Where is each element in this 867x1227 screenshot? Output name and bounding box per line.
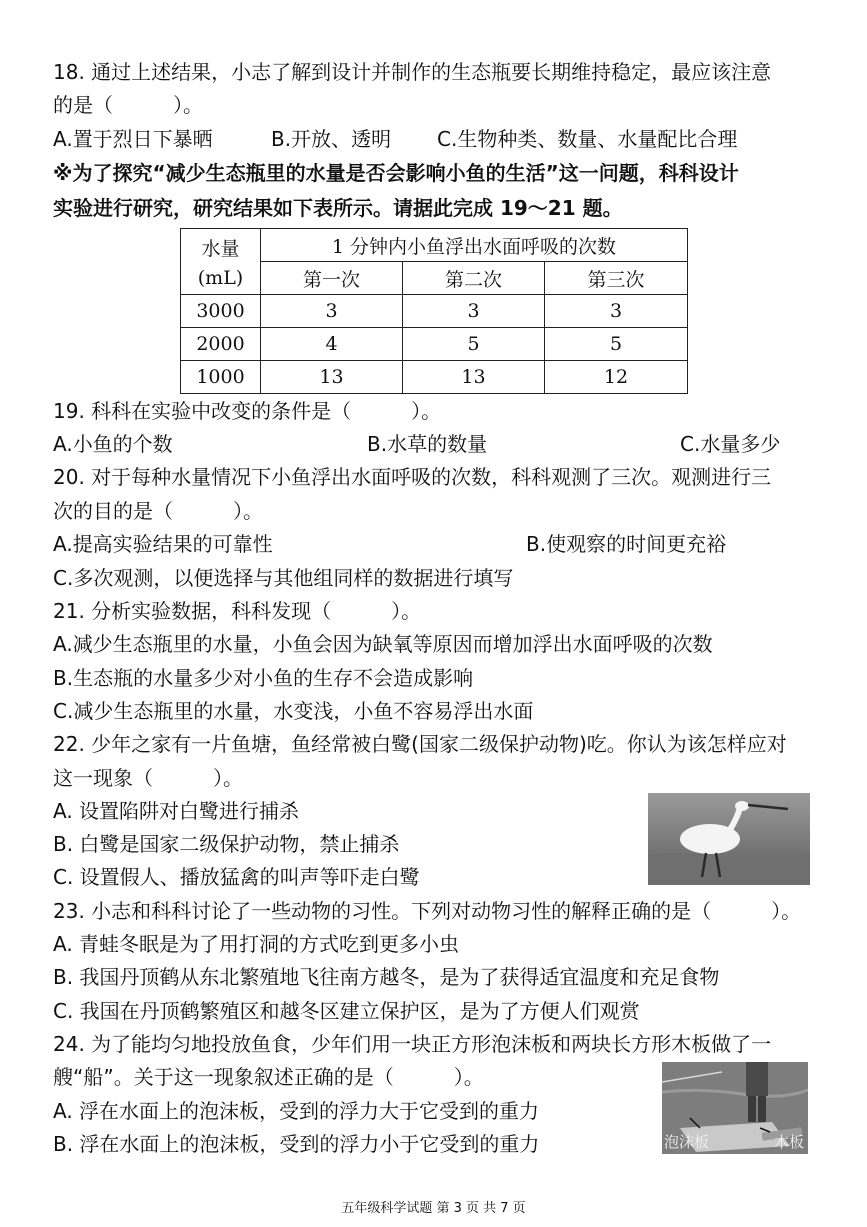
intro-line2: 实验进行研究，研究结果如下表所示。请据此完成 19～21 题。: [53, 196, 623, 220]
q18-stem-line2: 的是（ ）。: [53, 93, 203, 117]
q18-option-b: B.开放、透明: [271, 127, 392, 151]
foam-board-label: 泡沫板: [664, 1133, 710, 1151]
q23-option-c: C. 我国在丹顶鹤繁殖区和越冬区建立保护区，是为了方便人们观赏: [53, 999, 640, 1023]
q21-option-b: B.生态瓶的水量多少对小鱼的生存不会造成影响: [53, 666, 474, 690]
raft-photo: [662, 1062, 808, 1154]
egret-photo: [648, 793, 810, 885]
q22-stem-line2: 这一现象（ ）。: [53, 766, 243, 790]
table-row: [181, 295, 688, 328]
q23-stem: 23. 小志和科科讨论了一些动物的习性。下列对动物习性的解释正确的是（ ）。: [53, 899, 802, 923]
q23-option-a: A. 青蛙冬眠是为了用打洞的方式吃到更多小虫: [53, 932, 460, 956]
trial-header: 第三次: [545, 262, 688, 295]
q24-stem-line2: 艘“船”。关于这一现象叙述正确的是（ ）。: [53, 1065, 484, 1089]
breath-count-group-header: 1 分钟内小鱼浮出水面呼吸的次数: [261, 229, 688, 262]
wood-board-label: 木板: [773, 1133, 804, 1151]
trial-header: 第一次: [261, 262, 403, 295]
intro-line1: ※为了探究“减少生态瓶里的水量是否会影响小鱼的生活”这一问题，科科设计: [53, 161, 739, 185]
water-amount-header: 水量 (mL): [181, 229, 261, 295]
q19-option-a: A.小鱼的个数: [53, 432, 173, 456]
page-footer: 五年级科学试题 第 3 页 共 7 页: [341, 1201, 526, 1216]
q20-option-a: A.提高实验结果的可靠性: [53, 532, 273, 556]
q24-stem-line1: 24. 为了能均匀地投放鱼食，少年们用一块正方形泡沫板和两块长方形木板做了一: [53, 1032, 772, 1056]
value-cell: 5: [545, 328, 688, 361]
q18-option-c: C.生物种类、数量、水量配比合理: [437, 127, 738, 151]
value-cell: 13: [403, 361, 545, 394]
egret-icon: [648, 793, 810, 885]
q24-option-a: A. 浮在水面上的泡沫板，受到的浮力大于它受到的重力: [53, 1099, 540, 1123]
q20-option-c: C.多次观测，以便选择与其他组同样的数据进行填写: [53, 566, 514, 590]
q23-option-b: B. 我国丹顶鹤从东北繁殖地飞往南方越冬，是为了获得适宜温度和充足食物: [53, 965, 720, 989]
value-cell: 4: [261, 328, 403, 361]
q22-option-c: C. 设置假人、播放猛禽的叫声等吓走白鹭: [53, 865, 420, 889]
q21-option-a: A.减少生态瓶里的水量，小鱼会因为缺氧等原因而增加浮出水面呼吸的次数: [53, 632, 713, 656]
value-cell: 13: [261, 361, 403, 394]
q22-stem-line1: 22. 少年之家有一片鱼塘，鱼经常被白鹭(国家二级保护动物)吃。你认为该怎样应对: [53, 732, 787, 756]
value-cell: 5: [403, 328, 545, 361]
q18-option-a: A.置于烈日下暴晒: [53, 127, 213, 151]
q20-stem-line1: 20. 对于每种水量情况下小鱼浮出水面呼吸的次数，科科观测了三次。观测进行三: [53, 465, 772, 489]
value-cell: 3: [403, 295, 545, 328]
q20-stem-line2: 次的目的是（ ）。: [53, 499, 263, 523]
q22-option-a: A. 设置陷阱对白鹭进行捕杀: [53, 799, 300, 823]
q19-stem: 19. 科科在实验中改变的条件是（ ）。: [53, 399, 442, 423]
water-cell: 1000: [181, 361, 261, 394]
water-cell: 3000: [181, 295, 261, 328]
q19-option-c: C.水量多少: [680, 432, 781, 456]
q20-option-b: B.使观察的时间更充裕: [526, 532, 727, 556]
q21-stem: 21. 分析实验数据，科科发现（ ）。: [53, 599, 422, 623]
q24-option-b: B. 浮在水面上的泡沫板，受到的浮力小于它受到的重力: [53, 1132, 540, 1156]
trial-header: 第二次: [403, 262, 545, 295]
q18-stem-line1: 18. 通过上述结果，小志了解到设计并制作的生态瓶要长期维持稳定，最应该注意: [53, 60, 772, 84]
value-cell: 3: [545, 295, 688, 328]
q19-option-b: B.水草的数量: [367, 432, 488, 456]
experiment-table: [180, 228, 688, 394]
water-cell: 2000: [181, 328, 261, 361]
table-row: [181, 328, 688, 361]
q21-option-c: C.减少生态瓶里的水量，水变浅，小鱼不容易浮出水面: [53, 699, 534, 723]
value-cell: 12: [545, 361, 688, 394]
value-cell: 3: [261, 295, 403, 328]
table-row: [181, 361, 688, 394]
q22-option-b: B. 白鹭是国家二级保护动物，禁止捕杀: [53, 832, 400, 856]
